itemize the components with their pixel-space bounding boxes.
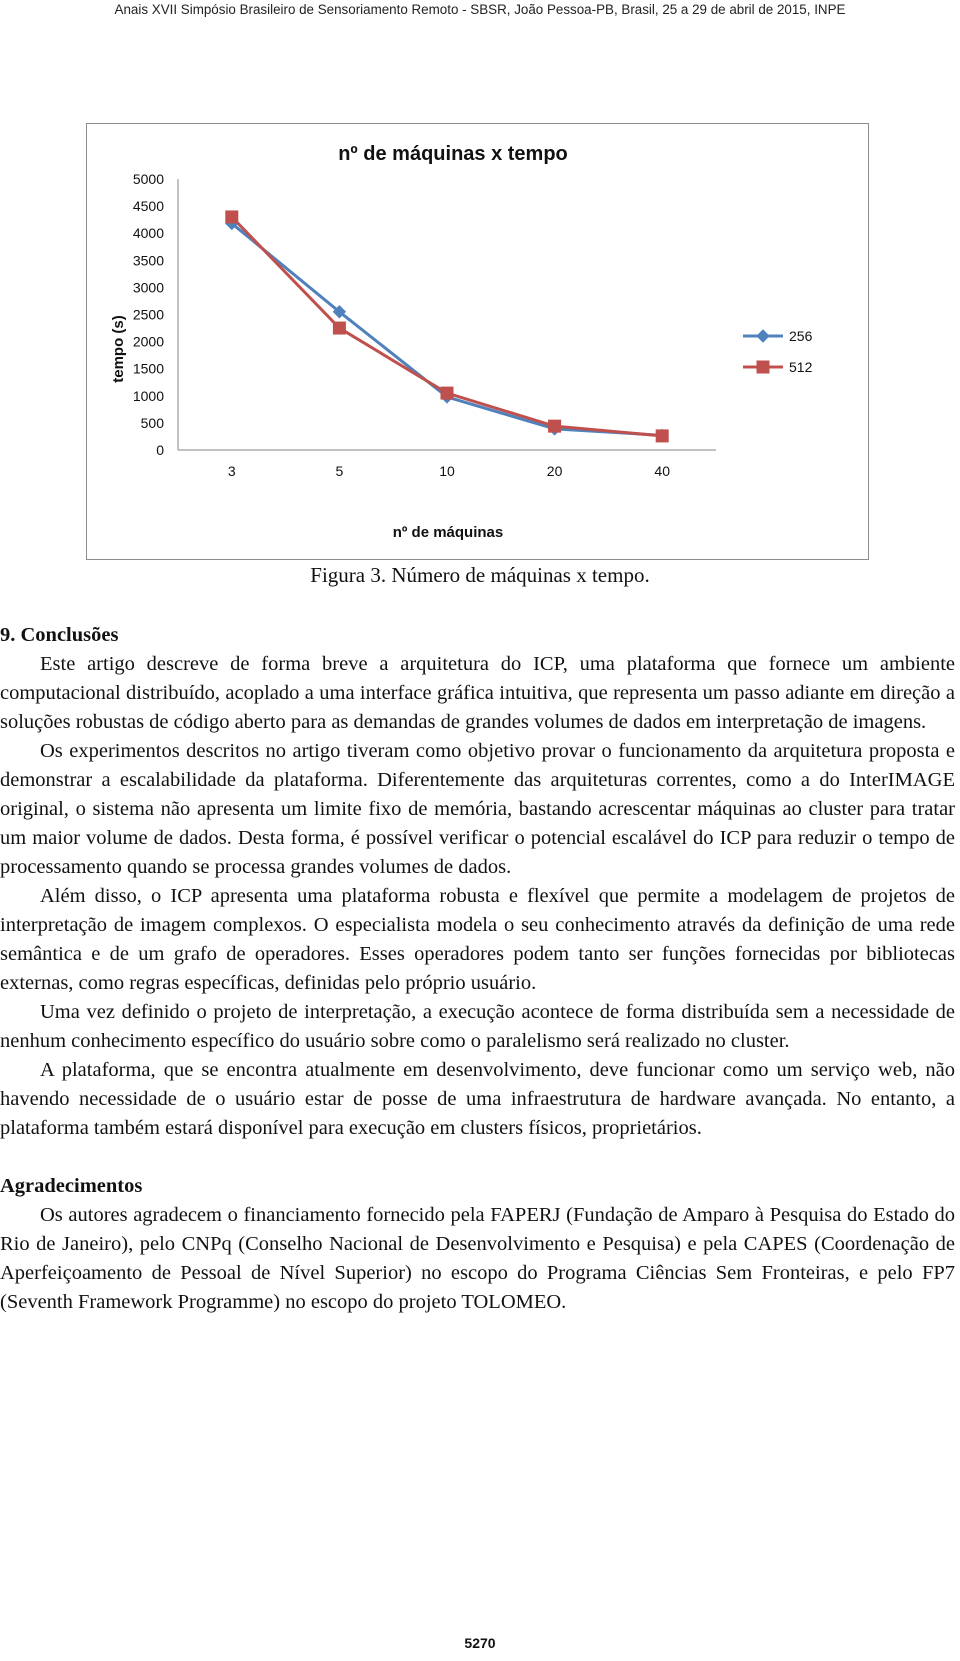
section-heading-agradecimentos: Agradecimentos bbox=[0, 1175, 143, 1197]
chart-title: nº de máquinas x tempo bbox=[338, 143, 568, 165]
y-tick-label: 2500 bbox=[132, 306, 164, 323]
paragraph: Este artigo descreve de forma breve a arquitetura do ICP, uma plataforma que fornece um ambiente computacional distribuído, acoplado a uma interface gráfica intuitiva, que representa um passo adiante em direção a soluções robustas de código aberto para as demandas de grandes volumes de dados em interpretação de imagens. bbox=[0, 653, 955, 733]
page-number: 5270 bbox=[464, 1635, 496, 1651]
data-point-512 bbox=[549, 420, 561, 432]
chart-frame bbox=[87, 124, 869, 560]
data-point-512 bbox=[656, 430, 668, 442]
y-tick-label: 0 bbox=[156, 442, 164, 458]
y-tick-label: 4000 bbox=[132, 225, 164, 242]
x-tick-label: 5 bbox=[335, 463, 344, 479]
legend-label: 512 bbox=[789, 359, 813, 375]
y-tick-label: 500 bbox=[140, 414, 164, 431]
data-point-512 bbox=[226, 211, 238, 223]
y-tick-label: 1000 bbox=[132, 387, 164, 404]
x-tick-label: 20 bbox=[546, 463, 563, 479]
x-axis-label: nº de máquinas bbox=[392, 524, 504, 541]
legend-label: 256 bbox=[789, 328, 813, 344]
paragraph: Uma vez definido o projeto de interpretação, a execução acontece de forma distribuída sem a necessidade de nenhum conhecimento específico do usuário sobre como o paralelismo será realizado no cluster. bbox=[0, 1001, 955, 1052]
spacer bbox=[0, 1143, 955, 1172]
y-tick-label: 2000 bbox=[132, 333, 164, 350]
section-heading-conclusoes: 9. Conclusões bbox=[0, 624, 119, 646]
figure-caption: Figura 3. Número de máquinas x tempo. bbox=[310, 563, 650, 587]
line-chart bbox=[86, 123, 869, 560]
body-text bbox=[0, 621, 955, 1317]
chart-figure bbox=[86, 123, 869, 560]
legend-marker-512 bbox=[757, 361, 769, 373]
paragraph: Os autores agradecem o financiamento fornecido pela FAPERJ (Fundação de Amparo à Pesquisa do Estado do Rio de Janeiro), pelo CNPq (Conselho Nacional de Desenvolvimento e Pesquisa) e pela CAPES (Coordenação de Aperfeiçoamento de Pessoal de Nível Superior) no escopo do Programa Ciências Sem Fronteiras, e pelo FP7 (Seventh Framework Programme) no escopo do projeto TOLOMEO. bbox=[0, 1204, 955, 1313]
y-axis-label: tempo (s) bbox=[110, 315, 127, 383]
y-tick-label: 5000 bbox=[132, 171, 164, 187]
y-tick-label: 3500 bbox=[132, 252, 164, 269]
y-tick-label: 1500 bbox=[132, 360, 164, 377]
paragraph: Os experimentos descritos no artigo tiveram como objetivo provar o funcionamento da arquitetura proposta e demonstrar a escalabilidade da plataforma. Diferentemente das arquiteturas correntes, como a do InterIMAGE original, o sistema não apresenta um limite fixo de memória, bastando acrescentar máquinas ao cluster para tratar um maior volume de dados. Desta forma, é possível verificar o potencial escalável do ICP para reduzir o tempo de processamento quando se processa grandes volumes de dados. bbox=[0, 740, 955, 878]
data-point-512 bbox=[333, 322, 345, 334]
paragraph: Além disso, o ICP apresenta uma plataforma robusta e flexível que permite a modelagem de projetos de interpretação de imagem complexos. O especialista modela o seu conhecimento através da definição de uma rede semântica e de um grafo de operadores. Esses operadores podem tanto ser funções fornecidas por bibliotecas externas, como regras específicas, definidas pelo próprio usuário. bbox=[0, 885, 955, 994]
y-tick-label: 4500 bbox=[132, 198, 164, 215]
x-tick-label: 3 bbox=[227, 463, 236, 479]
x-tick-label: 40 bbox=[654, 463, 670, 479]
running-header: Anais XVII Simpósio Brasileiro de Sensoriamento Remoto - SBSR, João Pessoa-PB, Brasil, 25 a 29 de abril de 2015, INPE bbox=[114, 2, 846, 17]
paragraph: A plataforma, que se encontra atualmente em desenvolvimento, deve funcionar como um serviço web, não havendo necessidade de o usuário estar de posse de uma infraestrutura de hardware avançada. No entanto, a plataforma também estará disponível para execução em clusters físicos, proprietários. bbox=[0, 1059, 955, 1139]
data-point-512 bbox=[441, 387, 453, 399]
x-tick-label: 10 bbox=[439, 463, 455, 479]
y-tick-label: 3000 bbox=[132, 279, 164, 296]
